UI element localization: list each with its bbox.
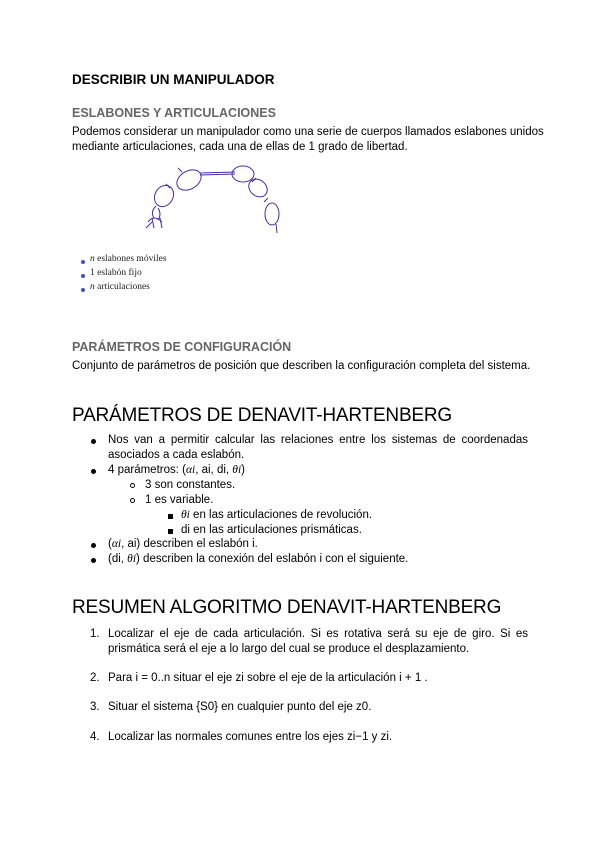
- bullet-dot: [91, 558, 96, 563]
- list-item-line: Localizar las normales comunes entre los ejes zi−1 y zi.: [108, 731, 393, 743]
- var-n: n: [90, 254, 95, 264]
- list-item-line: Localizar el eje de cada articulación. Si es rotativa será su eje de giro. Si es: [108, 628, 528, 640]
- sub-bullet-line: 1 es variable.: [145, 494, 214, 506]
- section-heading-resumen: RESUMEN ALGORITMO DENAVIT-HARTENBERG: [72, 597, 502, 618]
- text-run: , ai) describen el eslabón i.: [121, 538, 258, 550]
- list-item-line: Situar el sistema {S0} en cualquier punto del eje z0.: [108, 701, 372, 713]
- bullet-line: [108, 552, 408, 567]
- theta-symbol: θi: [127, 553, 137, 565]
- paragraph-line: mediante articulaciones, cada una de ellas de 1 grado de libertad.: [72, 141, 408, 153]
- var-n: n: [90, 282, 95, 292]
- alpha-symbol: αi: [185, 464, 196, 476]
- alpha-symbol: αi: [111, 538, 122, 550]
- section-heading-eslabones: ESLABONES Y ARTICULACIONES: [72, 106, 276, 120]
- list-number: 1.: [90, 628, 100, 640]
- link-ellipse: [265, 203, 279, 225]
- theta-symbol: θi: [232, 464, 242, 476]
- figure-bullet: [90, 268, 142, 278]
- text-run: (: [108, 538, 112, 550]
- list-item-line: Para i = 0..n situar el eje zi sobre el eje de la articulación i + 1 .: [108, 672, 428, 684]
- bullet-dot: [81, 260, 85, 264]
- manipulator-sketch: [140, 158, 300, 236]
- link-ellipse: [232, 166, 254, 182]
- link-line: [276, 224, 277, 233]
- figure-bullet-text: 1 eslabón fijo: [90, 268, 142, 278]
- link-ellipse: [151, 182, 178, 210]
- bullet-dot: [81, 288, 85, 292]
- bullet-dot: [81, 274, 85, 278]
- figure-bullet: [90, 282, 150, 292]
- section-heading-configuracion: PARÁMETROS DE CONFIGURACIÓN: [72, 340, 292, 354]
- document-title: DESCRIBIR UN MANIPULADOR: [72, 72, 275, 87]
- text-run: (di,: [108, 553, 128, 565]
- bullet-line: [108, 537, 258, 552]
- section-heading-denavit: PARÁMETROS DE DENAVIT-HARTENBERG: [72, 405, 452, 426]
- text-run: ) describen la conexión del eslabón i con el siguiente.: [136, 553, 409, 565]
- link-line: [200, 172, 235, 173]
- text-run: 4 parámetros: (: [108, 464, 186, 476]
- theta-symbol: θi: [181, 509, 190, 521]
- bullet-line: [108, 463, 245, 478]
- figure-bullet-text: articulaciones: [94, 282, 150, 292]
- sub-bullet-line: 3 son constantes.: [145, 479, 236, 491]
- list-number: 2.: [90, 672, 100, 684]
- paragraph-line: Podemos considerar un manipulador como una serie de cuerpos llamados eslabones unidos: [72, 126, 544, 138]
- gripper-path: [152, 206, 162, 228]
- text-run: ): [241, 464, 245, 476]
- sub-bullet-ring: [130, 498, 135, 503]
- paragraph-line: Conjunto de parámetros de posición que describen la configuración completa del sistema.: [72, 360, 531, 372]
- sub-sub-bullet-line: di en las articulaciones prismáticas.: [181, 524, 362, 536]
- list-number: 4.: [90, 731, 100, 743]
- text-run: en las articulaciones de revolución.: [189, 509, 373, 521]
- figure-bullet-text: eslabones móviles: [94, 254, 167, 264]
- link-ellipse: [173, 166, 205, 195]
- link-ellipse: [245, 175, 271, 200]
- joint-ticks: [166, 168, 268, 202]
- link-line: [200, 174, 235, 175]
- text-run: , ai, di,: [195, 464, 233, 476]
- bullet-dot: [91, 469, 96, 474]
- bullet-dot: [91, 439, 96, 444]
- sub-sub-bullet-line: [181, 508, 372, 523]
- sub-sub-bullet-square: [168, 529, 173, 534]
- figure-bullet: [90, 254, 167, 264]
- sub-bullet-ring: [130, 483, 135, 488]
- bullet-dot: [91, 543, 96, 548]
- bullet-line: asociados a cada eslabón.: [108, 449, 245, 461]
- list-number: 3.: [90, 701, 100, 713]
- list-item-line: prismática será el eje a lo largo del cual se produce el desplazamiento.: [108, 643, 470, 655]
- sub-sub-bullet-square: [168, 514, 173, 519]
- bullet-line: Nos van a permitir calcular las relaciones entre los sistemas de coordenadas: [108, 434, 528, 446]
